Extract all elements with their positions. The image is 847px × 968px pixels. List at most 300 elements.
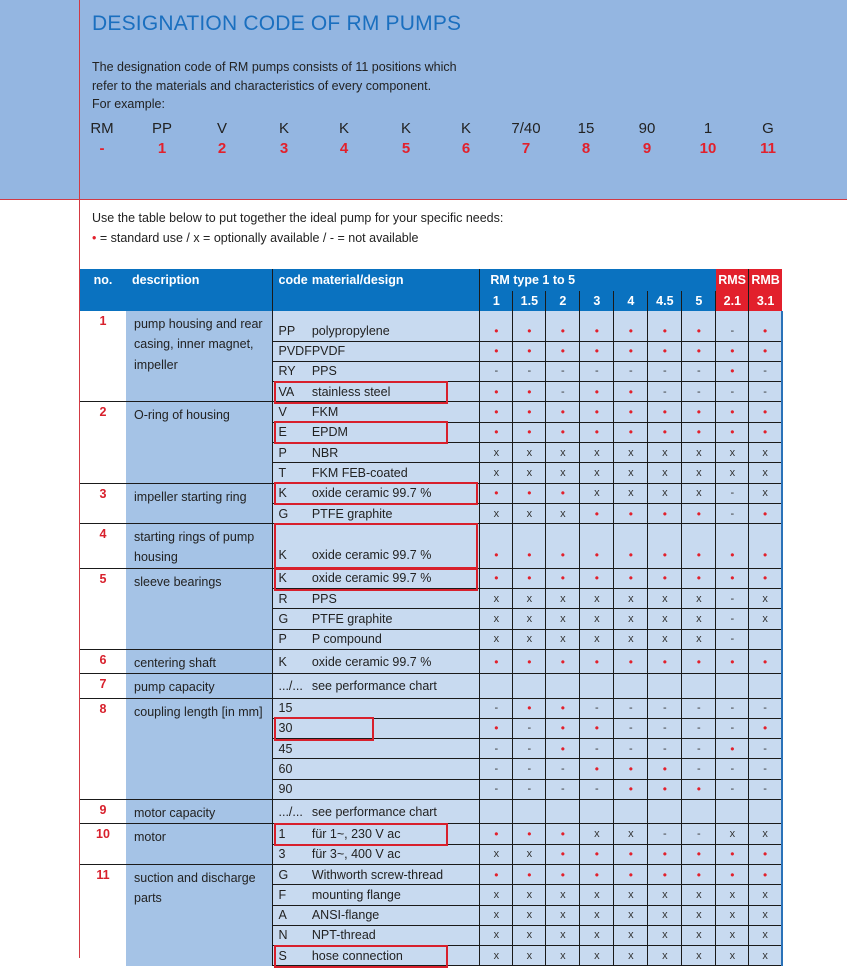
not-available-dash: - [595, 365, 599, 378]
availability-cell [682, 844, 716, 864]
availability-cell [580, 311, 614, 341]
not-available-dash: - [730, 592, 735, 605]
standard-use-dot-icon: • [628, 323, 633, 338]
availability-cell [546, 503, 580, 523]
availability-cell [648, 422, 682, 442]
availability-cell [513, 524, 546, 569]
availability-cell [580, 442, 614, 462]
optional-x-mark: x [493, 949, 500, 962]
row-description: pump housing and rear casing, inner magnet, impeller [126, 311, 272, 402]
material-cell: hose connection [312, 946, 480, 966]
header-type-2-1: 2.1 [716, 291, 749, 311]
availability-cell [580, 946, 614, 966]
availability-cell [513, 824, 546, 844]
availability-cell [546, 779, 580, 799]
optional-x-mark: x [493, 613, 500, 625]
optional-x-mark: x [628, 909, 634, 922]
not-available-dash: - [663, 385, 667, 398]
code-cell: R [272, 589, 312, 609]
availability-cell [480, 311, 513, 341]
optional-x-mark: x [762, 949, 768, 962]
availability-cell [648, 674, 682, 698]
availability-cell [513, 759, 546, 779]
example-position: - [99, 140, 105, 157]
standard-use-dot-icon: • [560, 405, 565, 420]
standard-use-dot-icon: • [730, 654, 735, 669]
example-position: 7 [521, 140, 531, 157]
availability-cell [614, 885, 648, 905]
optional-x-mark: x [526, 613, 533, 625]
optional-x-mark: x [762, 888, 768, 901]
availability-cell [716, 925, 749, 945]
availability-cell [648, 759, 682, 779]
example-position: 9 [642, 140, 652, 157]
not-available-dash: - [730, 385, 735, 398]
availability-cell [480, 568, 513, 588]
availability-cell [682, 311, 716, 341]
optional-x-mark: x [560, 949, 566, 962]
standard-use-dot-icon: • [494, 867, 499, 882]
optional-x-mark: x [662, 888, 668, 901]
availability-cell [749, 824, 782, 844]
code-cell: G [272, 503, 312, 523]
availability-cell [716, 503, 749, 523]
optional-x-mark: x [560, 507, 566, 520]
availability-cell [614, 609, 648, 629]
availability-cell [614, 649, 648, 673]
material-cell: EPDM [312, 422, 480, 442]
availability-cell [513, 649, 546, 673]
standard-use-dot-icon: • [662, 506, 667, 521]
material-cell: stainless steel [312, 382, 480, 402]
availability-cell [648, 341, 682, 361]
availability-cell [580, 824, 614, 844]
standard-use-dot-icon: • [594, 571, 599, 586]
availability-cell [716, 629, 749, 649]
material-cell: PTFE graphite [312, 609, 480, 629]
optional-x-mark: x [493, 633, 500, 646]
availability-cell [716, 864, 749, 884]
optional-x-mark: x [729, 827, 736, 840]
standard-use-dot-icon: • [662, 425, 667, 440]
optional-x-mark: x [594, 446, 600, 459]
optional-x-mark: x [628, 888, 634, 901]
standard-use-dot-icon: • [662, 762, 667, 777]
standard-use-dot-icon: • [662, 867, 667, 882]
code-cell: P [272, 629, 312, 649]
availability-cell [580, 422, 614, 442]
availability-cell [480, 946, 513, 966]
availability-cell [682, 609, 716, 629]
example-code: K [338, 120, 349, 137]
code-cell: PP [272, 311, 312, 341]
availability-cell [648, 800, 682, 824]
availability-cell [546, 629, 580, 649]
header-no: no. [80, 269, 126, 311]
not-available-dash: - [494, 763, 499, 776]
availability-cell [749, 524, 782, 569]
availability-cell [716, 568, 749, 588]
standard-use-dot-icon: • [594, 547, 599, 562]
optional-x-mark: x [628, 466, 634, 479]
optional-x-mark: x [628, 487, 634, 500]
availability-cell [749, 402, 782, 422]
code-cell: 90 [272, 779, 312, 799]
availability-cell [682, 674, 716, 698]
standard-use-dot-icon: • [594, 425, 599, 440]
availability-cell [716, 844, 749, 864]
header-type-3-1: 3.1 [749, 291, 782, 311]
row-number: 1 [80, 311, 126, 402]
standard-use-dot-icon: • [594, 847, 599, 862]
availability-cell [682, 864, 716, 884]
code-cell: 45 [272, 739, 312, 759]
code-cell: F [272, 885, 312, 905]
standard-use-dot-icon: • [527, 867, 532, 882]
header-type-5: 5 [682, 291, 716, 311]
standard-use-dot-icon: • [662, 847, 667, 862]
header-type-1: 1 [480, 291, 513, 311]
availability-cell [716, 905, 749, 925]
standard-use-dot-icon: • [527, 654, 532, 669]
instructions-line: Use the table below to put together the ideal pump for your specific needs: [92, 211, 504, 225]
availability-cell [648, 402, 682, 422]
availability-cell [546, 718, 580, 738]
availability-cell [749, 759, 782, 779]
row-number: 2 [80, 402, 126, 483]
row-description: centering shaft [126, 649, 272, 673]
optional-x-mark: x [594, 592, 600, 605]
optional-x-mark: x [594, 613, 600, 625]
material-cell: mounting flange [312, 885, 480, 905]
availability-cell [546, 609, 580, 629]
code-cell: P [272, 442, 312, 462]
availability-cell [682, 341, 716, 361]
availability-cell [648, 524, 682, 569]
header-description: description [126, 269, 272, 311]
table-row [80, 674, 782, 698]
standard-use-dot-icon: • [696, 847, 701, 862]
table-row [80, 568, 782, 588]
not-available-dash: - [663, 827, 667, 840]
availability-cell [580, 483, 614, 503]
example-code: K [278, 120, 289, 137]
material-cell [312, 698, 480, 718]
availability-cell [513, 609, 546, 629]
availability-cell [546, 442, 580, 462]
availability-cell [480, 649, 513, 673]
optional-x-mark: x [493, 466, 500, 479]
availability-cell [513, 864, 546, 884]
material-cell: PTFE graphite [312, 503, 480, 523]
code-cell: S [272, 946, 312, 966]
standard-use-dot-icon: • [762, 344, 768, 359]
availability-cell [580, 905, 614, 925]
availability-cell [749, 844, 782, 864]
material-cell: oxide ceramic 99.7 % [312, 649, 480, 673]
optional-x-mark: x [526, 446, 533, 459]
availability-cell [648, 483, 682, 503]
optional-x-mark: x [762, 827, 768, 840]
availability-cell [716, 718, 749, 738]
header-rms: RMS [716, 269, 749, 291]
material-cell: PVDF [312, 341, 480, 361]
material-cell [312, 718, 480, 738]
example-code: 7/40 [511, 120, 541, 137]
standard-use-dot-icon: • [594, 654, 599, 669]
row-number: 3 [80, 483, 126, 524]
row-description: coupling length [in mm] [126, 698, 272, 799]
not-available-dash: - [561, 385, 565, 398]
standard-use-dot-icon: • [92, 231, 97, 245]
availability-cell [716, 311, 749, 341]
standard-use-dot-icon: • [560, 826, 565, 841]
availability-cell [513, 739, 546, 759]
availability-cell [546, 864, 580, 884]
optional-x-mark: x [493, 507, 500, 520]
availability-cell [716, 609, 749, 629]
availability-cell [546, 463, 580, 483]
standard-use-dot-icon: • [730, 405, 735, 420]
example-position: 4 [339, 140, 349, 157]
not-available-dash: - [561, 763, 565, 776]
standard-use-dot-icon: • [628, 847, 633, 862]
availability-cell [682, 779, 716, 799]
availability-cell [480, 524, 513, 569]
availability-cell [716, 361, 749, 381]
standard-use-dot-icon: • [560, 571, 565, 586]
standard-use-dot-icon: • [560, 344, 565, 359]
availability-cell [480, 503, 513, 523]
standard-use-dot-icon: • [762, 405, 768, 420]
availability-cell [682, 759, 716, 779]
standard-use-dot-icon: • [762, 847, 768, 862]
availability-cell [648, 649, 682, 673]
availability-cell [480, 779, 513, 799]
not-available-dash: - [730, 763, 735, 776]
standard-use-dot-icon: • [560, 654, 565, 669]
material-cell: see performance chart [312, 674, 480, 698]
example-position: 11 [760, 140, 776, 157]
standard-use-dot-icon: • [730, 571, 735, 586]
standard-use-dot-icon: • [696, 405, 701, 420]
not-available-dash: - [561, 783, 565, 796]
availability-cell [648, 779, 682, 799]
optional-x-mark: x [762, 592, 768, 605]
optional-x-mark: x [526, 888, 533, 901]
availability-cell [682, 503, 716, 523]
availability-cell [648, 568, 682, 588]
availability-cell [716, 885, 749, 905]
standard-use-dot-icon: • [494, 721, 499, 736]
availability-cell [546, 483, 580, 503]
standard-use-dot-icon: • [594, 405, 599, 420]
standard-use-dot-icon: • [628, 344, 633, 359]
standard-use-dot-icon: • [560, 323, 565, 338]
availability-cell [648, 311, 682, 341]
optional-x-mark: x [493, 446, 500, 459]
optional-x-mark: x [628, 592, 634, 605]
availability-cell [546, 759, 580, 779]
row-description: sleeve bearings [126, 568, 272, 649]
availability-cell [749, 442, 782, 462]
availability-cell [614, 629, 648, 649]
availability-cell [648, 463, 682, 483]
availability-cell [682, 629, 716, 649]
material-cell: FKM [312, 402, 480, 422]
availability-cell [682, 905, 716, 925]
not-available-dash: - [763, 385, 767, 398]
table-row [80, 483, 782, 503]
availability-cell [682, 946, 716, 966]
availability-cell [614, 589, 648, 609]
optional-x-mark: x [696, 909, 702, 922]
material-cell: für 3~, 400 V ac [312, 844, 480, 864]
optional-x-mark: x [662, 633, 668, 646]
availability-cell [546, 844, 580, 864]
standard-use-dot-icon: • [494, 654, 499, 669]
availability-cell [546, 946, 580, 966]
example-code: 1 [703, 120, 713, 137]
availability-cell [480, 422, 513, 442]
availability-cell [716, 483, 749, 503]
availability-cell [716, 402, 749, 422]
availability-cell [480, 905, 513, 925]
not-available-dash: - [663, 722, 667, 735]
availability-cell [480, 463, 513, 483]
optional-x-mark: x [628, 929, 634, 942]
standard-use-dot-icon: • [527, 701, 532, 716]
optional-x-mark: x [526, 466, 533, 479]
row-description: starting rings of pump housing [126, 524, 272, 569]
availability-cell [648, 946, 682, 966]
availability-cell [580, 568, 614, 588]
availability-cell [513, 382, 546, 402]
example-code: K [460, 120, 471, 137]
standard-use-dot-icon: • [730, 741, 735, 756]
optional-x-mark: x [729, 466, 736, 479]
standard-use-dot-icon: • [560, 741, 565, 756]
optional-x-mark: x [729, 909, 736, 922]
not-available-dash: - [697, 763, 701, 776]
legend [92, 228, 503, 248]
availability-cell [749, 905, 782, 925]
code-cell: 15 [272, 698, 312, 718]
availability-cell [480, 442, 513, 462]
row-description: impeller starting ring [126, 483, 272, 524]
standard-use-dot-icon: • [696, 425, 701, 440]
code-cell: VA [272, 382, 312, 402]
availability-cell [716, 649, 749, 673]
code-cell: K [272, 524, 312, 569]
availability-cell [682, 442, 716, 462]
not-available-dash: - [561, 365, 565, 378]
header-type-1-5: 1.5 [513, 291, 546, 311]
standard-use-dot-icon: • [628, 506, 633, 521]
not-available-dash: - [730, 487, 735, 500]
material-cell: FKM FEB-coated [312, 463, 480, 483]
availability-cell [614, 483, 648, 503]
availability-cell [648, 698, 682, 718]
standard-use-dot-icon: • [628, 547, 633, 562]
optional-x-mark: x [762, 929, 768, 942]
availability-cell [716, 422, 749, 442]
optional-x-mark: x [526, 848, 533, 861]
standard-use-dot-icon: • [594, 384, 599, 399]
optional-x-mark: x [662, 909, 668, 922]
availability-cell [614, 718, 648, 738]
standard-use-dot-icon: • [527, 344, 532, 359]
not-available-dash: - [629, 722, 633, 735]
availability-cell [614, 361, 648, 381]
standard-use-dot-icon: • [662, 323, 667, 338]
standard-use-dot-icon: • [662, 654, 667, 669]
standard-use-dot-icon: • [494, 547, 499, 562]
not-available-dash: - [663, 742, 667, 755]
material-cell: NBR [312, 442, 480, 462]
availability-cell [682, 382, 716, 402]
example-position: 2 [217, 140, 227, 157]
availability-cell [580, 402, 614, 422]
not-available-dash: - [730, 613, 735, 625]
material-cell: oxide ceramic 99.7 % [312, 568, 480, 588]
availability-cell [546, 341, 580, 361]
availability-cell [682, 568, 716, 588]
optional-x-mark: x [594, 888, 600, 901]
example-codes-row [92, 120, 782, 140]
not-available-dash: - [763, 763, 767, 776]
availability-cell [580, 844, 614, 864]
material-cell: oxide ceramic 99.7 % [312, 524, 480, 569]
material-cell: polypropylene [312, 311, 480, 341]
availability-cell [580, 885, 614, 905]
standard-use-dot-icon: • [730, 847, 735, 862]
optional-x-mark: x [560, 633, 566, 646]
code-cell: V [272, 402, 312, 422]
code-cell: 1 [272, 824, 312, 844]
page-title: DESIGNATION CODE OF RM PUMPS [92, 12, 462, 35]
optional-x-mark: x [560, 466, 566, 479]
row-number: 4 [80, 524, 126, 569]
not-available-dash: - [730, 507, 735, 520]
availability-cell [614, 674, 648, 698]
availability-cell [614, 698, 648, 718]
material-cell: für 1~, 230 V ac [312, 824, 480, 844]
standard-use-dot-icon: • [560, 486, 565, 501]
availability-cell [513, 568, 546, 588]
availability-cell [480, 341, 513, 361]
standard-use-dot-icon: • [628, 867, 633, 882]
availability-cell [682, 649, 716, 673]
standard-use-dot-icon: • [560, 847, 565, 862]
material-cell: oxide ceramic 99.7 % [312, 483, 480, 503]
availability-cell [648, 589, 682, 609]
availability-cell [648, 864, 682, 884]
availability-cell [480, 589, 513, 609]
row-number: 9 [80, 800, 126, 824]
availability-cell [614, 402, 648, 422]
not-available-dash: - [697, 722, 701, 735]
optional-x-mark: x [560, 909, 566, 922]
standard-use-dot-icon: • [662, 344, 667, 359]
standard-use-dot-icon: • [527, 405, 532, 420]
availability-cell [749, 629, 782, 649]
not-available-dash: - [663, 702, 667, 715]
availability-cell [716, 739, 749, 759]
optional-x-mark: x [696, 487, 702, 500]
availability-cell [749, 589, 782, 609]
not-available-dash: - [595, 783, 599, 796]
